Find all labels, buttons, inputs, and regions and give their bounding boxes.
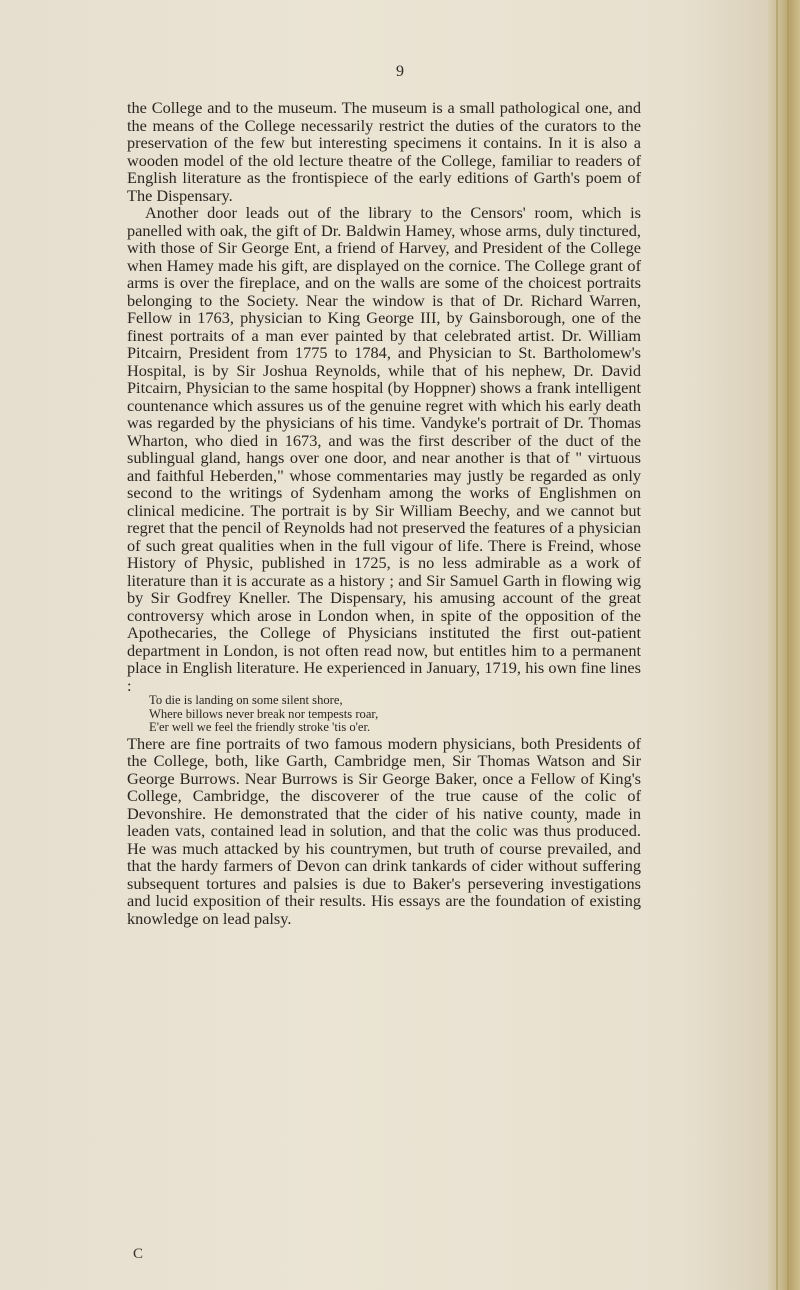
paragraph: There are fine portraits of two famous modern physicians, both Presidents of the College, both, like Garth, Cambridge men, Sir Thomas Watson and Sir George Burrows. Near Burrows is Sir George Baker, once a Fellow of King's College, Cambridge, the discoverer of the true cause of the colic of Devonshire. He demonstrated that the cider of his native county, made in leaden vats, contained lead in solution, and that the colic was thus produced. He was much attacked by his countrymen, but truth of course prevailed, and that the hardy farmers of Devon can drink tankards of cider without suffering subsequent tortures and palsies is due to Baker's persevering investigations and lucid exposition of their results. His essays are the foundation of existing knowledge on lead palsy.	[127, 733, 641, 928]
verse-line: To die is landing on some silent shore,	[149, 693, 343, 707]
paragraph: Another door leads out of the library to the Censors' room, which is panelled with oak, the gift of Dr. Baldwin Hamey, whose arms, duly tinctured, with those of Sir George Ent, a friend of Harvey, and President of the College when Hamey made his gift, are displayed on the cornice. The College grant of arms is over the fireplace, and on the walls are some of the choicest portraits belonging to the Society. Near the window is that of Dr. Richard Warren, Fellow in 1763, physician to King George III, by Gainsborough, one of the finest portraits of a man ever painted by that celebrated artist. Dr. William Pitcairn, President from 1775 to 1784, and Physician to St. Bartholomew's Hospital, is by Sir Joshua Reynolds, while that of his nephew, Dr. David Pitcairn, Physician to the same hospital (by Hoppner) shows a frank intelligent countenance which assures us of the genuine regret with which his early death was regarded by the physicians of his time. Vandyke's portrait of Dr. Thomas Wharton, who died in 1673, and was the first describer of the duct of the sublingual gland, hangs over one door, and near another is that of " virtuous and faithful Heberden," whose commentaries may justly be regarded as only second to the writings of Sydenham among the works of Englishmen on clinical medicine. The portrait is by Sir William Beechy, and we cannot but regret that the pencil of Reynolds had not preserved the features of a physician of such great qualities when in the full vigour of life. There is Freind, whose History of Physic, published in 1725, is no less admirable as a work of literature than it is accurate as a history ; and Sir Samuel Garth in flowing wig by Sir Godfrey Kneller. The Dispensary, his amusing account of the great controversy which arose in London when, in spite of the opposition of the Apothecaries, the College of Physicians instituted the first out-patient department in London, is not often read now, but entitles him to a permanent place in English literature. He experienced in January, 1719, his own fine lines :	[127, 203, 641, 695]
signature-mark: C	[133, 1246, 144, 1262]
paragraph: the College and to the museum. The museum is a small pathological one, and the means of the College necessarily restrict the duties of the curators to the preservation of the few but interesting specimens it contains. In it is also a wooden model of the old lecture theatre of the College, familiar to readers of English literature as the frontispiece of the early editions of Garth's poem of The Dispensary.	[127, 98, 641, 205]
verse-quotation	[149, 694, 641, 735]
edge-shadow-line	[776, 0, 778, 1290]
page-number: 9	[396, 63, 404, 80]
edge-shadow-line	[787, 0, 789, 1290]
page-edge	[768, 0, 800, 1290]
body-text	[127, 99, 641, 927]
verse-line: E'er well we feel the friendly stroke 'tis o'er.	[149, 720, 371, 734]
verse-line: Where billows never break nor tempests roar,	[149, 706, 379, 721]
